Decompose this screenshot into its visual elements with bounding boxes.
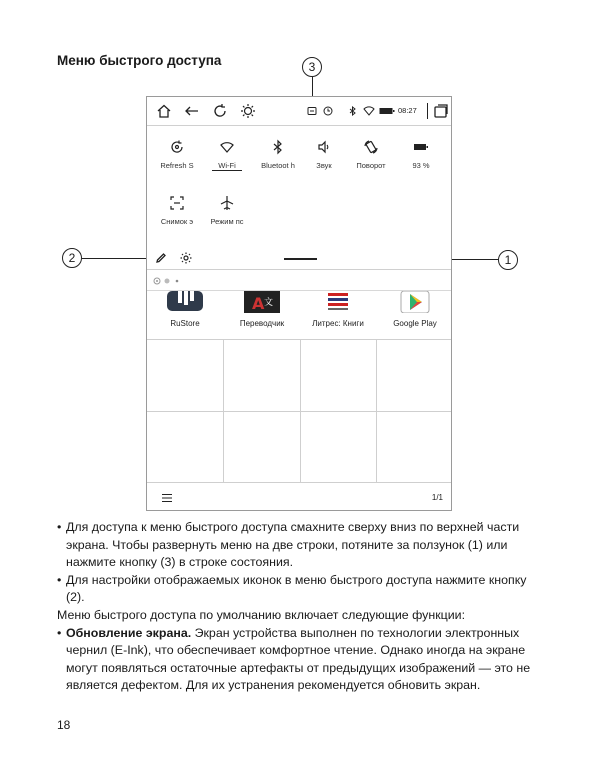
app-label: Переводчик	[239, 319, 285, 328]
tile-screenshot[interactable]	[152, 195, 202, 226]
callout-3: 3	[302, 57, 322, 77]
tile-label: 93 %	[412, 161, 430, 170]
status-divider	[427, 103, 428, 119]
tile-label: Wi-Fi	[218, 161, 236, 170]
home-icon[interactable]	[155, 102, 173, 120]
light-icon[interactable]	[239, 102, 257, 120]
quick-settings-divider	[147, 269, 451, 270]
feature-title: Обновление экрана.	[66, 625, 192, 640]
page-dots-icon	[153, 277, 193, 285]
tile-label: Bluetoot h	[261, 161, 295, 170]
rotate-icon	[363, 139, 379, 155]
app-grid	[147, 339, 451, 482]
rustore-icon	[167, 291, 203, 313]
bluetooth-icon	[349, 106, 357, 116]
tile-airplane[interactable]	[202, 195, 252, 226]
expand-handle[interactable]	[284, 258, 317, 260]
app-row	[147, 291, 451, 339]
refresh-screen-icon	[169, 139, 185, 155]
app-rustore[interactable]	[147, 291, 223, 328]
edit-icon[interactable]	[155, 252, 167, 264]
battery-icon	[413, 139, 429, 155]
tile-label: Режим пс	[210, 217, 244, 226]
wifi-icon	[363, 106, 375, 116]
wifi-icon	[219, 139, 235, 155]
bullet-configure-icons: • Для настройки отображаемых иконок в меню быстрого доступа нажмите кнопку (2).	[57, 572, 547, 607]
menu-icon[interactable]	[161, 493, 173, 503]
active-indicator	[212, 170, 242, 171]
bluetooth-icon	[270, 139, 286, 155]
grid-line	[147, 411, 451, 412]
recent-apps-icon[interactable]	[432, 102, 450, 120]
clock-icon	[323, 106, 333, 116]
functions-intro: Меню быстрого доступа по умолчанию включает следующие функции:	[57, 607, 466, 622]
app-translator[interactable]	[224, 291, 300, 328]
sound-icon	[316, 139, 332, 155]
litres-icon	[320, 291, 356, 313]
refresh-icon[interactable]	[211, 102, 229, 120]
app-google-play[interactable]	[377, 291, 452, 328]
tile-wifi[interactable]	[202, 139, 252, 171]
tile-label: Refresh S	[160, 161, 194, 170]
bottom-bar	[147, 482, 451, 511]
page-counter: 1/1	[431, 493, 443, 502]
page-title: Меню быстрого доступа	[57, 53, 222, 68]
bullet-screen-refresh	[57, 625, 547, 695]
svg-text:文: 文	[264, 298, 274, 308]
callout-2-leader	[82, 258, 152, 259]
page-number: 18	[57, 718, 71, 732]
device-screen	[146, 96, 452, 511]
app-label: Google Play	[393, 319, 437, 328]
app-litres[interactable]	[300, 291, 376, 328]
screenshot-icon	[169, 195, 185, 211]
airplane-icon	[219, 195, 235, 211]
back-icon[interactable]	[183, 102, 201, 120]
battery-icon	[379, 106, 395, 116]
tile-sound[interactable]	[299, 139, 349, 170]
page-indicator-row	[147, 271, 451, 291]
feature-description: Экран устройства выполнен по технологии электронных чернил (E-Ink), что обеспечивает комфортное чтение. Однако иногда на экране могут появляться остаточные артефакты от предыдущих изображений — это не является дефектом. Для их устранения рекомендуется обновить экран.	[66, 625, 531, 693]
tile-label: Поворот	[356, 161, 386, 170]
tile-bluetooth[interactable]	[253, 139, 303, 170]
tile-label: Снимок э	[160, 217, 194, 226]
tile-refresh-screen[interactable]	[152, 139, 202, 170]
instructions	[57, 519, 547, 695]
callout-1: 1	[498, 250, 518, 270]
google-play-icon	[397, 291, 433, 313]
tile-battery[interactable]	[396, 139, 446, 170]
gear-icon[interactable]	[179, 251, 193, 265]
app-label: Литрес: Книги	[312, 319, 364, 328]
svg-text:A: A	[252, 294, 265, 313]
notification-icon[interactable]	[307, 106, 317, 116]
translator-icon	[244, 291, 280, 313]
callout-2: 2	[62, 248, 82, 268]
status-time: 08:27	[398, 106, 417, 115]
bullet-open-menu: • Для доступа к меню быстрого доступа смахните сверху вниз по верхней части экрана. Чтобы развернуть меню на две строки, потяните за ползунок (1) или нажмите кнопку (3) в строке состояния.	[57, 519, 547, 572]
app-label: RuStore	[170, 319, 200, 328]
tile-rotate[interactable]	[346, 139, 396, 170]
tile-label: Звук	[316, 161, 332, 170]
status-bar	[147, 97, 451, 126]
